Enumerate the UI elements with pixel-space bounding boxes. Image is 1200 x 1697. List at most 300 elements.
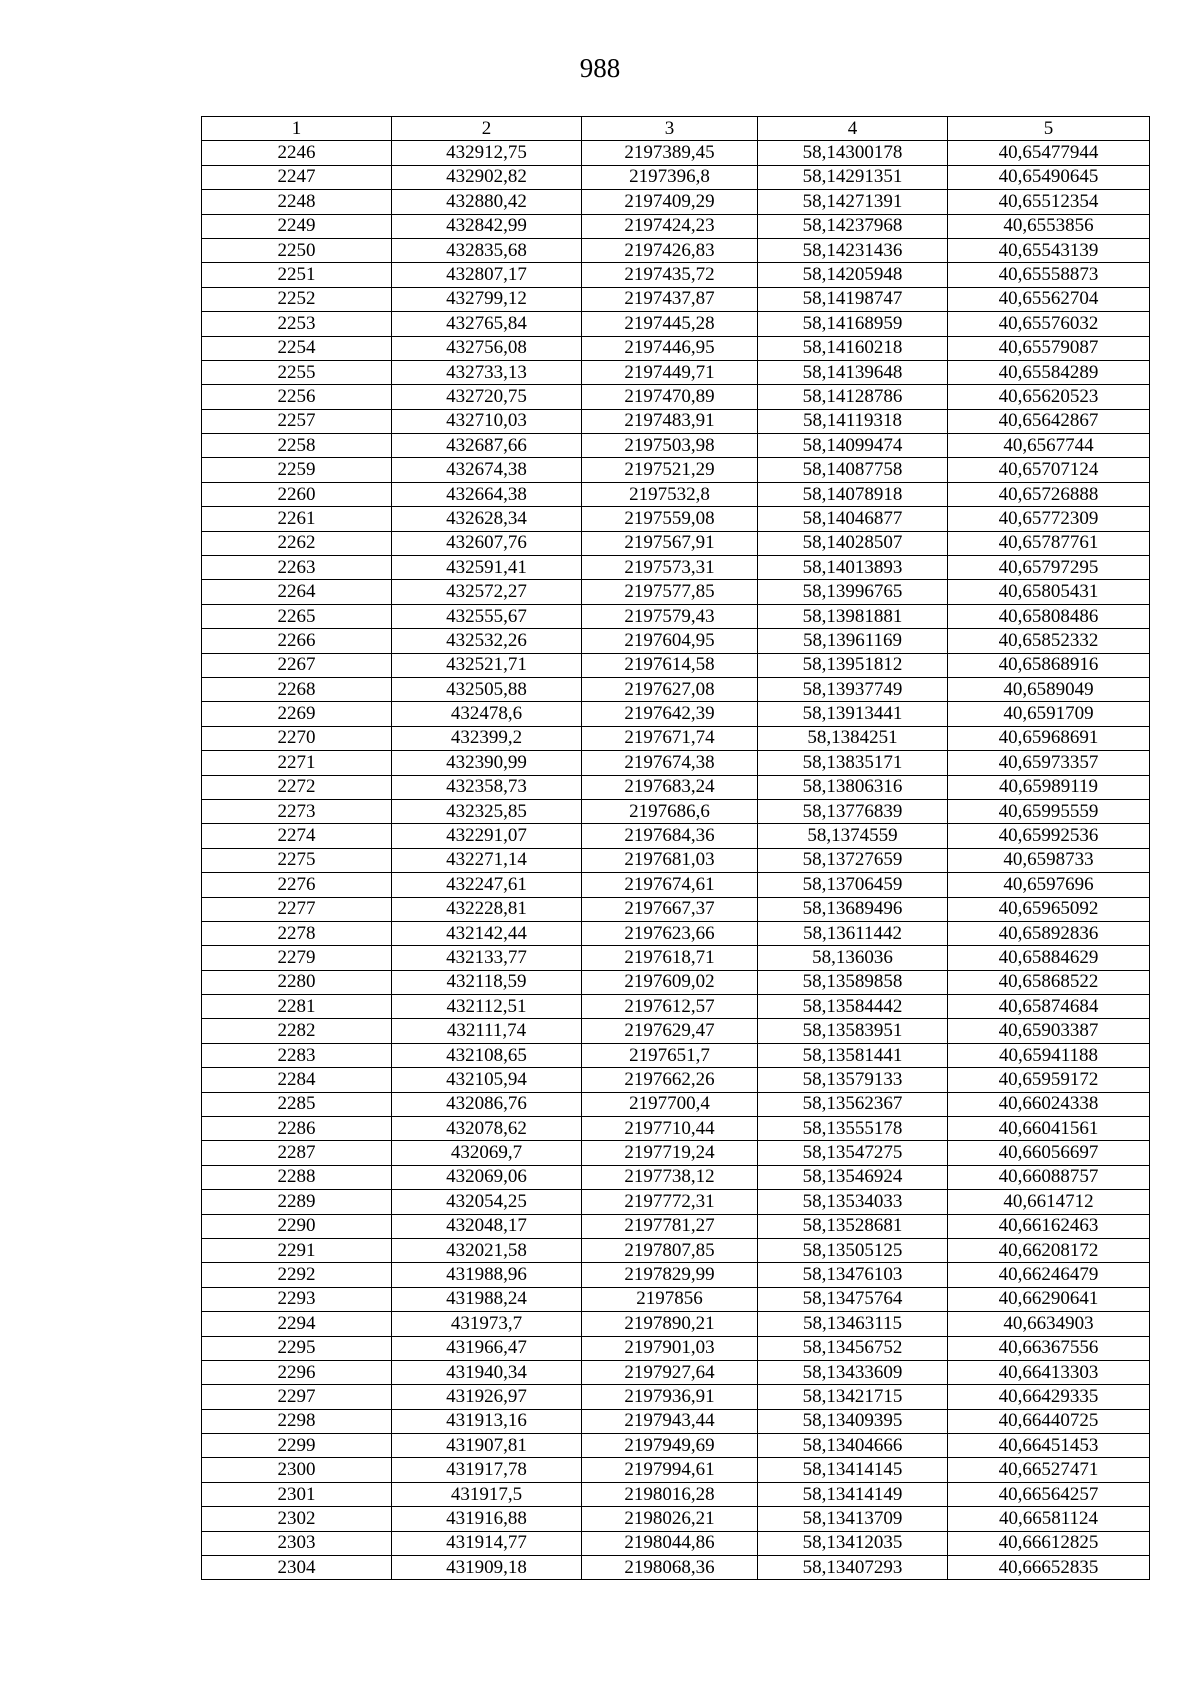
table-cell-col-2: 432720,75 bbox=[392, 385, 582, 409]
table-cell-col-5: 40,65562704 bbox=[948, 287, 1150, 311]
table-cell-col-2: 431926,97 bbox=[392, 1385, 582, 1409]
table-row bbox=[202, 141, 1150, 165]
table-cell-col-2: 432291,07 bbox=[392, 824, 582, 848]
table-cell-col-1: 2270 bbox=[202, 726, 392, 750]
table-cell-col-1: 2298 bbox=[202, 1409, 392, 1433]
table-cell-col-2: 432902,82 bbox=[392, 165, 582, 189]
table-cell-col-2: 431973,7 bbox=[392, 1312, 582, 1336]
table-row bbox=[202, 482, 1150, 506]
table-cell-col-5: 40,65995559 bbox=[948, 799, 1150, 823]
table-cell-col-5: 40,65989119 bbox=[948, 775, 1150, 799]
table-cell-col-4: 58,13456752 bbox=[758, 1336, 948, 1360]
table-cell-col-4: 58,13463115 bbox=[758, 1312, 948, 1336]
table-cell-col-1: 2257 bbox=[202, 409, 392, 433]
table-cell-col-4: 58,13421715 bbox=[758, 1385, 948, 1409]
table-cell-col-4: 58,14028507 bbox=[758, 531, 948, 555]
table-cell-col-1: 2254 bbox=[202, 336, 392, 360]
table-header-row bbox=[202, 117, 1150, 141]
table-cell-col-1: 2291 bbox=[202, 1238, 392, 1262]
table-cell-col-2: 432799,12 bbox=[392, 287, 582, 311]
table-row bbox=[202, 775, 1150, 799]
table-cell-col-5: 40,65726888 bbox=[948, 482, 1150, 506]
table-cell-col-4: 58,13413709 bbox=[758, 1507, 948, 1531]
table-cell-col-4: 58,14078918 bbox=[758, 482, 948, 506]
table-cell-col-2: 431940,34 bbox=[392, 1360, 582, 1384]
table-cell-col-4: 58,13412035 bbox=[758, 1531, 948, 1555]
table-cell-col-5: 40,65808486 bbox=[948, 604, 1150, 628]
table-row bbox=[202, 214, 1150, 238]
table-cell-col-2: 431914,77 bbox=[392, 1531, 582, 1555]
table-cell-col-3: 2197667,37 bbox=[582, 897, 758, 921]
table-cell-col-4: 58,13407293 bbox=[758, 1556, 948, 1580]
table-cell-col-3: 2197623,66 bbox=[582, 921, 758, 945]
table-cell-col-1: 2258 bbox=[202, 434, 392, 458]
table-row bbox=[202, 921, 1150, 945]
table-row bbox=[202, 726, 1150, 750]
table-cell-col-1: 2281 bbox=[202, 995, 392, 1019]
table-cell-col-1: 2284 bbox=[202, 1068, 392, 1092]
table-cell-col-1: 2268 bbox=[202, 677, 392, 701]
table-cell-col-3: 2197901,03 bbox=[582, 1336, 758, 1360]
table-cell-col-5: 40,65576032 bbox=[948, 312, 1150, 336]
table-cell-col-1: 2302 bbox=[202, 1507, 392, 1531]
table-row bbox=[202, 556, 1150, 580]
table-cell-col-5: 40,66162463 bbox=[948, 1214, 1150, 1238]
table-cell-col-5: 40,65892836 bbox=[948, 921, 1150, 945]
table-row bbox=[202, 434, 1150, 458]
table-cell-col-4: 58,13706459 bbox=[758, 873, 948, 897]
table-cell-col-5: 40,65903387 bbox=[948, 1019, 1150, 1043]
table-cell-col-5: 40,65579087 bbox=[948, 336, 1150, 360]
table-cell-col-1: 2247 bbox=[202, 165, 392, 189]
table-row bbox=[202, 190, 1150, 214]
table-cell-col-5: 40,6553856 bbox=[948, 214, 1150, 238]
table-cell-col-3: 2197614,58 bbox=[582, 653, 758, 677]
table-cell-col-4: 58,13961169 bbox=[758, 629, 948, 653]
table-cell-col-2: 432765,84 bbox=[392, 312, 582, 336]
table-cell-col-3: 2197936,91 bbox=[582, 1385, 758, 1409]
table-row bbox=[202, 1141, 1150, 1165]
table-row bbox=[202, 312, 1150, 336]
table-row bbox=[202, 848, 1150, 872]
table-row bbox=[202, 507, 1150, 531]
table-cell-col-2: 432521,71 bbox=[392, 653, 582, 677]
table-cell-col-1: 2272 bbox=[202, 775, 392, 799]
table-cell-col-4: 58,13404666 bbox=[758, 1434, 948, 1458]
table-cell-col-1: 2246 bbox=[202, 141, 392, 165]
table-body bbox=[202, 141, 1150, 1580]
table-cell-col-1: 2264 bbox=[202, 580, 392, 604]
table-cell-col-5: 40,66527471 bbox=[948, 1458, 1150, 1482]
table-cell-col-4: 58,14119318 bbox=[758, 409, 948, 433]
table-cell-col-2: 432591,41 bbox=[392, 556, 582, 580]
table-row bbox=[202, 1336, 1150, 1360]
table-cell-col-1: 2280 bbox=[202, 970, 392, 994]
table-cell-col-5: 40,65965092 bbox=[948, 897, 1150, 921]
table-cell-col-2: 432756,08 bbox=[392, 336, 582, 360]
table-cell-col-1: 2259 bbox=[202, 458, 392, 482]
table-row bbox=[202, 1092, 1150, 1116]
table-cell-col-2: 432390,99 bbox=[392, 751, 582, 775]
column-header-4: 4 bbox=[758, 117, 948, 141]
table-cell-col-5: 40,65543139 bbox=[948, 238, 1150, 262]
table-row bbox=[202, 970, 1150, 994]
table-cell-col-3: 2197449,71 bbox=[582, 360, 758, 384]
table-cell-col-4: 58,1374559 bbox=[758, 824, 948, 848]
table-row bbox=[202, 409, 1150, 433]
table-cell-col-1: 2269 bbox=[202, 702, 392, 726]
table-cell-col-2: 431913,16 bbox=[392, 1409, 582, 1433]
column-header-5: 5 bbox=[948, 117, 1150, 141]
table-cell-col-4: 58,13409395 bbox=[758, 1409, 948, 1433]
table-cell-col-4: 58,14046877 bbox=[758, 507, 948, 531]
table-cell-col-5: 40,65852332 bbox=[948, 629, 1150, 653]
table-cell-col-4: 58,13951812 bbox=[758, 653, 948, 677]
table-row bbox=[202, 336, 1150, 360]
table-cell-col-3: 2197483,91 bbox=[582, 409, 758, 433]
table-cell-col-5: 40,66290641 bbox=[948, 1287, 1150, 1311]
table-cell-col-4: 58,13414145 bbox=[758, 1458, 948, 1482]
table-row bbox=[202, 1360, 1150, 1384]
table-cell-col-2: 431988,24 bbox=[392, 1287, 582, 1311]
table-cell-col-4: 58,136036 bbox=[758, 946, 948, 970]
table-cell-col-1: 2248 bbox=[202, 190, 392, 214]
table-row bbox=[202, 1190, 1150, 1214]
table-cell-col-1: 2250 bbox=[202, 238, 392, 262]
table-cell-col-5: 40,65992536 bbox=[948, 824, 1150, 848]
table-cell-col-3: 2197577,85 bbox=[582, 580, 758, 604]
table-cell-col-4: 58,13547275 bbox=[758, 1141, 948, 1165]
table-cell-col-4: 58,13806316 bbox=[758, 775, 948, 799]
table-row bbox=[202, 287, 1150, 311]
table-cell-col-4: 58,13579133 bbox=[758, 1068, 948, 1092]
table-cell-col-1: 2293 bbox=[202, 1287, 392, 1311]
table-cell-col-4: 58,13581441 bbox=[758, 1043, 948, 1067]
table-cell-col-5: 40,65868916 bbox=[948, 653, 1150, 677]
table-cell-col-4: 58,14205948 bbox=[758, 263, 948, 287]
table-cell-col-5: 40,65707124 bbox=[948, 458, 1150, 482]
table-cell-col-3: 2197567,91 bbox=[582, 531, 758, 555]
table-cell-col-4: 58,13528681 bbox=[758, 1214, 948, 1238]
table-cell-col-5: 40,65490645 bbox=[948, 165, 1150, 189]
table-cell-col-5: 40,65874684 bbox=[948, 995, 1150, 1019]
table-cell-col-2: 432532,26 bbox=[392, 629, 582, 653]
column-header-1: 1 bbox=[202, 117, 392, 141]
table-cell-col-2: 432880,42 bbox=[392, 190, 582, 214]
table-cell-col-1: 2260 bbox=[202, 482, 392, 506]
table-cell-col-2: 432118,59 bbox=[392, 970, 582, 994]
table-cell-col-1: 2287 bbox=[202, 1141, 392, 1165]
table-cell-col-3: 2197424,23 bbox=[582, 214, 758, 238]
table-cell-col-5: 40,6589049 bbox=[948, 677, 1150, 701]
table-cell-col-4: 58,13981881 bbox=[758, 604, 948, 628]
table-cell-col-2: 432111,74 bbox=[392, 1019, 582, 1043]
table-cell-col-1: 2292 bbox=[202, 1263, 392, 1287]
table-cell-col-1: 2295 bbox=[202, 1336, 392, 1360]
table-cell-col-5: 40,65512354 bbox=[948, 190, 1150, 214]
table-cell-col-1: 2274 bbox=[202, 824, 392, 848]
page-number: 988 bbox=[579, 53, 621, 83]
table-cell-col-1: 2261 bbox=[202, 507, 392, 531]
table-cell-col-3: 2198026,21 bbox=[582, 1507, 758, 1531]
table-cell-col-4: 58,13505125 bbox=[758, 1238, 948, 1262]
table-row bbox=[202, 1117, 1150, 1141]
table-cell-col-1: 2301 bbox=[202, 1482, 392, 1506]
table-cell-col-3: 2197503,98 bbox=[582, 434, 758, 458]
table-cell-col-4: 58,13562367 bbox=[758, 1092, 948, 1116]
table-cell-col-4: 58,13476103 bbox=[758, 1263, 948, 1287]
table-cell-col-2: 432733,13 bbox=[392, 360, 582, 384]
table-cell-col-3: 2197719,24 bbox=[582, 1141, 758, 1165]
table-cell-col-3: 2197389,45 bbox=[582, 141, 758, 165]
table-cell-col-2: 431909,18 bbox=[392, 1556, 582, 1580]
table-cell-col-1: 2299 bbox=[202, 1434, 392, 1458]
table-row bbox=[202, 238, 1150, 262]
table-cell-col-2: 432054,25 bbox=[392, 1190, 582, 1214]
table-row bbox=[202, 1409, 1150, 1433]
table-cell-col-3: 2197674,61 bbox=[582, 873, 758, 897]
table-cell-col-3: 2197684,36 bbox=[582, 824, 758, 848]
table-cell-col-5: 40,65797295 bbox=[948, 556, 1150, 580]
table-cell-col-5: 40,65620523 bbox=[948, 385, 1150, 409]
table-cell-col-2: 432842,99 bbox=[392, 214, 582, 238]
coordinates-table bbox=[201, 116, 1150, 1580]
table-cell-col-4: 58,14013893 bbox=[758, 556, 948, 580]
table-cell-col-5: 40,66088757 bbox=[948, 1165, 1150, 1189]
table-cell-col-1: 2282 bbox=[202, 1019, 392, 1043]
table-cell-col-1: 2262 bbox=[202, 531, 392, 555]
table-cell-col-1: 2265 bbox=[202, 604, 392, 628]
table-cell-col-1: 2266 bbox=[202, 629, 392, 653]
table-cell-col-4: 58,13611442 bbox=[758, 921, 948, 945]
table-cell-col-2: 432021,58 bbox=[392, 1238, 582, 1262]
table-cell-col-3: 2197426,83 bbox=[582, 238, 758, 262]
table-cell-col-1: 2283 bbox=[202, 1043, 392, 1067]
table-cell-col-2: 432247,61 bbox=[392, 873, 582, 897]
table-cell-col-3: 2197927,64 bbox=[582, 1360, 758, 1384]
table-cell-col-3: 2197642,39 bbox=[582, 702, 758, 726]
table-cell-col-2: 431917,78 bbox=[392, 1458, 582, 1482]
table-cell-col-1: 2285 bbox=[202, 1092, 392, 1116]
table-cell-col-1: 2286 bbox=[202, 1117, 392, 1141]
table-row bbox=[202, 1556, 1150, 1580]
table-cell-col-5: 40,65805431 bbox=[948, 580, 1150, 604]
table-cell-col-3: 2197409,29 bbox=[582, 190, 758, 214]
table-cell-col-3: 2197609,02 bbox=[582, 970, 758, 994]
table-cell-col-1: 2277 bbox=[202, 897, 392, 921]
table-cell-col-4: 58,14231436 bbox=[758, 238, 948, 262]
table-cell-col-3: 2197829,99 bbox=[582, 1263, 758, 1287]
table-cell-col-4: 58,14291351 bbox=[758, 165, 948, 189]
table-cell-col-3: 2197651,7 bbox=[582, 1043, 758, 1067]
table-cell-col-1: 2273 bbox=[202, 799, 392, 823]
table-row bbox=[202, 1482, 1150, 1506]
table-cell-col-2: 432687,66 bbox=[392, 434, 582, 458]
table-cell-col-2: 432478,6 bbox=[392, 702, 582, 726]
table-cell-col-4: 58,14128786 bbox=[758, 385, 948, 409]
table-cell-col-4: 58,13996765 bbox=[758, 580, 948, 604]
table-cell-col-3: 2197618,71 bbox=[582, 946, 758, 970]
table-cell-col-4: 58,14198747 bbox=[758, 287, 948, 311]
table-cell-col-3: 2197445,28 bbox=[582, 312, 758, 336]
table-cell-col-5: 40,65959172 bbox=[948, 1068, 1150, 1092]
table-cell-col-4: 58,1384251 bbox=[758, 726, 948, 750]
table-cell-col-2: 431966,47 bbox=[392, 1336, 582, 1360]
table-cell-col-2: 432628,34 bbox=[392, 507, 582, 531]
table-cell-col-1: 2288 bbox=[202, 1165, 392, 1189]
table-cell-col-1: 2256 bbox=[202, 385, 392, 409]
table-cell-col-4: 58,13776839 bbox=[758, 799, 948, 823]
table-cell-col-4: 58,14099474 bbox=[758, 434, 948, 458]
table-cell-col-2: 432674,38 bbox=[392, 458, 582, 482]
table-cell-col-3: 2197627,08 bbox=[582, 677, 758, 701]
table-cell-col-3: 2197890,21 bbox=[582, 1312, 758, 1336]
table-cell-col-4: 58,14271391 bbox=[758, 190, 948, 214]
table-cell-col-3: 2197573,31 bbox=[582, 556, 758, 580]
table-cell-col-2: 432325,85 bbox=[392, 799, 582, 823]
column-header-2: 2 bbox=[392, 117, 582, 141]
table-row bbox=[202, 1019, 1150, 1043]
table-cell-col-3: 2197662,26 bbox=[582, 1068, 758, 1092]
table-row bbox=[202, 653, 1150, 677]
table-cell-col-3: 2197686,6 bbox=[582, 799, 758, 823]
table-cell-col-3: 2197446,95 bbox=[582, 336, 758, 360]
table-row bbox=[202, 1238, 1150, 1262]
table-cell-col-3: 2197781,27 bbox=[582, 1214, 758, 1238]
table-cell-col-5: 40,66451453 bbox=[948, 1434, 1150, 1458]
table-row bbox=[202, 1507, 1150, 1531]
table-cell-col-2: 432710,03 bbox=[392, 409, 582, 433]
table-cell-col-4: 58,14237968 bbox=[758, 214, 948, 238]
table-cell-col-2: 432607,76 bbox=[392, 531, 582, 555]
table-cell-col-3: 2198044,86 bbox=[582, 1531, 758, 1555]
table-row bbox=[202, 1531, 1150, 1555]
table-cell-col-3: 2197772,31 bbox=[582, 1190, 758, 1214]
table-cell-col-3: 2197579,43 bbox=[582, 604, 758, 628]
table-cell-col-5: 40,66367556 bbox=[948, 1336, 1150, 1360]
table-cell-col-2: 432069,06 bbox=[392, 1165, 582, 1189]
table-row bbox=[202, 604, 1150, 628]
table-cell-col-2: 432108,65 bbox=[392, 1043, 582, 1067]
table-row bbox=[202, 995, 1150, 1019]
table-cell-col-3: 2197949,69 bbox=[582, 1434, 758, 1458]
table-cell-col-5: 40,65787761 bbox=[948, 531, 1150, 555]
table-cell-col-2: 432228,81 bbox=[392, 897, 582, 921]
table-cell-col-4: 58,13475764 bbox=[758, 1287, 948, 1311]
table-row bbox=[202, 580, 1150, 604]
table-row bbox=[202, 1214, 1150, 1238]
table-row bbox=[202, 1458, 1150, 1482]
table-cell-col-3: 2197856 bbox=[582, 1287, 758, 1311]
table-cell-col-2: 432399,2 bbox=[392, 726, 582, 750]
table-cell-col-2: 432271,14 bbox=[392, 848, 582, 872]
table-cell-col-2: 432105,94 bbox=[392, 1068, 582, 1092]
table-cell-col-1: 2249 bbox=[202, 214, 392, 238]
table-cell-col-1: 2271 bbox=[202, 751, 392, 775]
column-header-3: 3 bbox=[582, 117, 758, 141]
table-cell-col-5: 40,65968691 bbox=[948, 726, 1150, 750]
table-cell-col-2: 432555,67 bbox=[392, 604, 582, 628]
table-cell-col-2: 431917,5 bbox=[392, 1482, 582, 1506]
table-cell-col-5: 40,65558873 bbox=[948, 263, 1150, 287]
table-cell-col-4: 58,13913441 bbox=[758, 702, 948, 726]
table-cell-col-3: 2197521,29 bbox=[582, 458, 758, 482]
table-cell-col-5: 40,65772309 bbox=[948, 507, 1150, 531]
table-cell-col-1: 2303 bbox=[202, 1531, 392, 1555]
table-cell-col-3: 2197532,8 bbox=[582, 482, 758, 506]
table-cell-col-5: 40,65973357 bbox=[948, 751, 1150, 775]
table-cell-col-3: 2197604,95 bbox=[582, 629, 758, 653]
table-cell-col-2: 432069,7 bbox=[392, 1141, 582, 1165]
table-cell-col-4: 58,14087758 bbox=[758, 458, 948, 482]
table-row bbox=[202, 1165, 1150, 1189]
table-cell-col-4: 58,13433609 bbox=[758, 1360, 948, 1384]
table-cell-col-2: 432086,76 bbox=[392, 1092, 582, 1116]
table-row bbox=[202, 531, 1150, 555]
table-cell-col-4: 58,13584442 bbox=[758, 995, 948, 1019]
table-cell-col-5: 40,6567744 bbox=[948, 434, 1150, 458]
table-row bbox=[202, 385, 1150, 409]
table-cell-col-3: 2197683,24 bbox=[582, 775, 758, 799]
table-cell-col-2: 432048,17 bbox=[392, 1214, 582, 1238]
table-cell-col-5: 40,66652835 bbox=[948, 1556, 1150, 1580]
table-row bbox=[202, 1385, 1150, 1409]
table-row bbox=[202, 897, 1150, 921]
table-cell-col-4: 58,14160218 bbox=[758, 336, 948, 360]
table-cell-col-3: 2197681,03 bbox=[582, 848, 758, 872]
table-cell-col-4: 58,13727659 bbox=[758, 848, 948, 872]
table-cell-col-2: 432835,68 bbox=[392, 238, 582, 262]
table-cell-col-3: 2197470,89 bbox=[582, 385, 758, 409]
table-cell-col-3: 2197994,61 bbox=[582, 1458, 758, 1482]
table-cell-col-5: 40,66564257 bbox=[948, 1482, 1150, 1506]
table-cell-col-2: 432112,51 bbox=[392, 995, 582, 1019]
table-cell-col-1: 2289 bbox=[202, 1190, 392, 1214]
table-cell-col-5: 40,66612825 bbox=[948, 1531, 1150, 1555]
table-cell-col-4: 58,13583951 bbox=[758, 1019, 948, 1043]
table-cell-col-5: 40,6614712 bbox=[948, 1190, 1150, 1214]
table-cell-col-1: 2304 bbox=[202, 1556, 392, 1580]
table-cell-col-5: 40,65884629 bbox=[948, 946, 1150, 970]
table-row bbox=[202, 677, 1150, 701]
table-cell-col-3: 2198016,28 bbox=[582, 1482, 758, 1506]
table-cell-col-2: 432807,17 bbox=[392, 263, 582, 287]
table-cell-col-4: 58,13689496 bbox=[758, 897, 948, 921]
table-cell-col-5: 40,6634903 bbox=[948, 1312, 1150, 1336]
table-cell-col-5: 40,66041561 bbox=[948, 1117, 1150, 1141]
table-cell-col-1: 2252 bbox=[202, 287, 392, 311]
table-row bbox=[202, 1043, 1150, 1067]
table-row bbox=[202, 751, 1150, 775]
table-cell-col-1: 2297 bbox=[202, 1385, 392, 1409]
table-cell-col-2: 432142,44 bbox=[392, 921, 582, 945]
table-row bbox=[202, 360, 1150, 384]
table-row bbox=[202, 458, 1150, 482]
table-cell-col-1: 2253 bbox=[202, 312, 392, 336]
table-row bbox=[202, 165, 1150, 189]
table-cell-col-3: 2197710,44 bbox=[582, 1117, 758, 1141]
table-row bbox=[202, 1263, 1150, 1287]
table-row bbox=[202, 946, 1150, 970]
table-row bbox=[202, 1287, 1150, 1311]
table-cell-col-1: 2278 bbox=[202, 921, 392, 945]
table-cell-col-5: 40,66056697 bbox=[948, 1141, 1150, 1165]
table-cell-col-2: 432572,27 bbox=[392, 580, 582, 604]
table-cell-col-5: 40,6597696 bbox=[948, 873, 1150, 897]
table-cell-col-3: 2197674,38 bbox=[582, 751, 758, 775]
table-cell-col-1: 2290 bbox=[202, 1214, 392, 1238]
table-cell-col-4: 58,14168959 bbox=[758, 312, 948, 336]
